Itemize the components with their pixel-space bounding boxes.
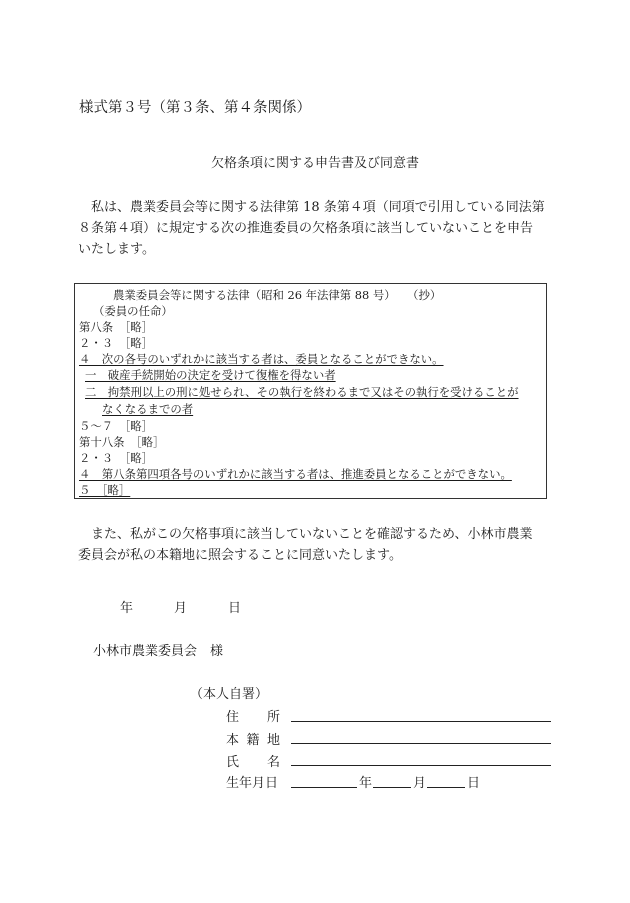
name-label: 氏名 — [226, 755, 280, 770]
birth-month-label: 月 — [413, 776, 427, 791]
consent-paragraph — [78, 524, 554, 566]
date-month: 月 — [174, 601, 188, 616]
declaration-paragraph — [78, 197, 554, 260]
law-article-18-paragraph-4: ４ 第八条第四項各号のいずれかに該当する者は、推進委員となることができない。 — [79, 467, 512, 481]
addressee: 小林市農業委員会 様 — [93, 644, 224, 659]
law-article-18-paragraph: ２・３ ［略］ — [79, 451, 154, 465]
address-label: 住所 — [226, 710, 280, 725]
domicile-label: 本籍地 — [226, 733, 280, 748]
domicile-field[interactable] — [291, 743, 551, 744]
date-day: 日 — [228, 601, 242, 616]
law-excerpt-box — [74, 283, 547, 499]
birth-day-label: 日 — [467, 776, 481, 791]
birth-year-field[interactable] — [291, 787, 357, 788]
birth-day-field[interactable] — [427, 787, 465, 788]
consent-line: 委員会が私の本籍地に照会することに同意いたします。 — [78, 548, 402, 563]
declaration-line: いたします。 — [78, 242, 155, 257]
law-heading: 農業委員会等に関する法律（昭和 26 年法律第 88 号） （抄） — [113, 288, 442, 302]
consent-line: また、私がこの欠格事項に該当していないことを確認するため、小林市農業 — [78, 527, 533, 542]
form-number: 様式第３号（第３条、第４条関係） — [79, 100, 311, 116]
law-subheading: （委員の任命） — [93, 304, 173, 318]
declaration-line: ８条第４項）に規定する次の推進委員の欠格条項に該当していないことを申告 — [78, 221, 534, 236]
name-field[interactable] — [291, 765, 551, 766]
law-article-8-paragraph-4: ４ 次の各号のいずれかに該当する者は、委員となることができない。 — [79, 352, 444, 366]
law-article-8-item-2-continued: なくなるまでの者 — [102, 402, 194, 416]
law-article-8-item-2: 二 拘禁刑以上の刑に処せられ、その執行を終わるまで又はその執行を受けることが — [85, 385, 519, 399]
law-article-18-paragraph-5: ５ ［略］ — [79, 483, 131, 497]
law-article-8-item-1: 一 破産手続開始の決定を受けて復権を得ない者 — [85, 368, 336, 382]
law-article-8-paragraph: ２・３ ［略］ — [79, 336, 154, 350]
law-article-8-paragraph: ５～７ ［略］ — [79, 419, 154, 433]
birth-year-label: 年 — [359, 776, 373, 791]
birth-date-label: 生年月日 — [226, 776, 279, 791]
self-signature-note: （本人自署） — [190, 687, 269, 702]
declaration-line: 私は、農業委員会等に関する法律第 18 条第４項（同項で引用している同法第 — [78, 200, 545, 215]
birth-month-field[interactable] — [373, 787, 411, 788]
date-year: 年 — [120, 601, 134, 616]
document-title: 欠格条項に関する申告書及び同意書 — [210, 156, 419, 171]
address-field[interactable] — [291, 721, 551, 722]
law-article-18-title: 第十八条 ［略］ — [79, 435, 165, 449]
law-article-8-title: 第八条 ［略］ — [79, 320, 154, 334]
